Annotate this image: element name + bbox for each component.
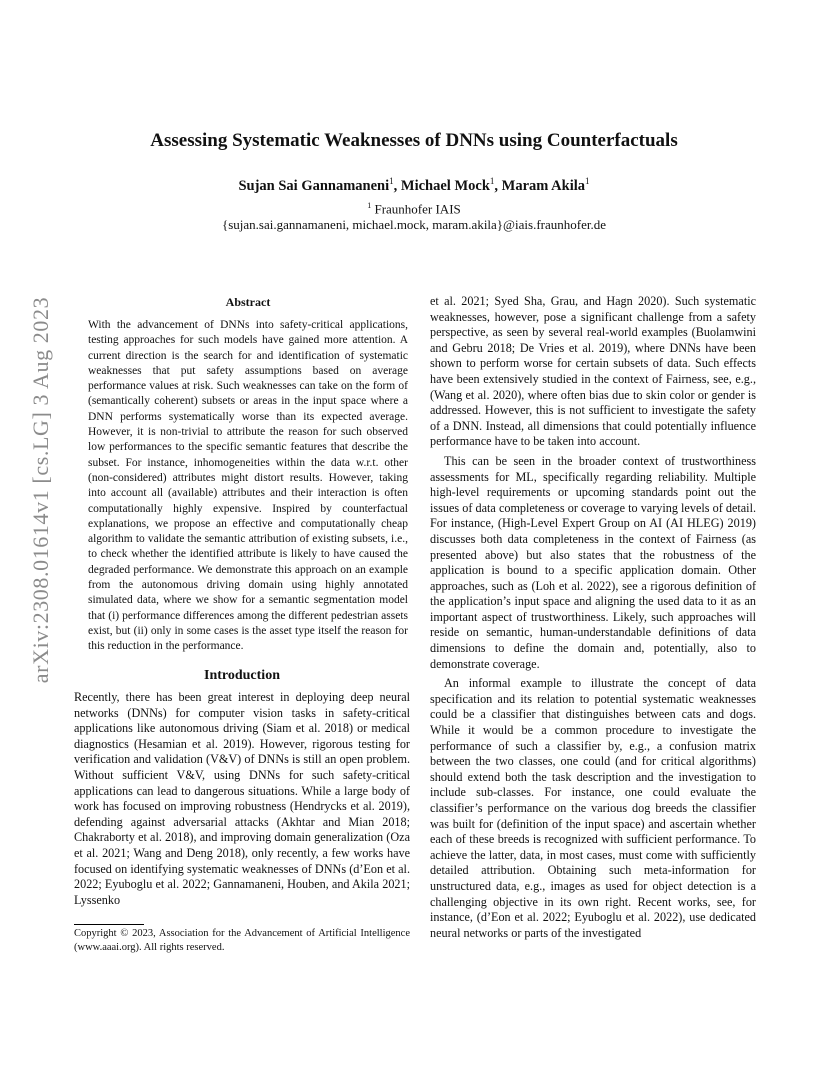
- author-list: Sujan Sai Gannamaneni$^1$, Michael Mock$^1$, Maram Akila$^1$: [238, 176, 590, 194]
- introduction-heading: Introduction: [204, 668, 280, 683]
- abstract-text: With the advancement of DNNs into safety-critical applications, testing approaches for such models have gained more attention. A current direction is the search for and identification of systematic weaknesses that put safety assumptions based on average performance values at risk. Such weaknesses can take on the form of (semantically coherent) subsets or areas in the input space where a DNN performs systematically worse than its expected average. However, it is non-trivial to attribute the reason for such observed low performances to the specific semantic features that describe the subset. For instance, inhomogeneities within the data w.r.t. other (non-considered) attributes might distort results. However, taking into account all (available) attributes and their interaction is often computationally highly expensive. Inspired by counterfactual explanations, we propose an effective and computationally cheap algorithm to validate the semantic attribution of existing subsets, i.e., to check whether the identified attribute is likely to have caused the degraded performance. We demonstrate this approach on an example from the autonomous driving domain using highly annotated simulated data, where we show for a semantic segmentation model that (i) performance differences among the different pedestrian assets exist, but (ii) only in some cases is the asset type itself the reason for this reduction in the performance.: [88, 319, 408, 653]
- author-name: Sujan Sai Gannamaneni: [238, 177, 390, 194]
- paper-title: Assessing Systematic Weaknesses of DNNs using Counterfactuals: [150, 130, 678, 151]
- paragraph: This can be seen in the broader context of trustworthiness assessments for ML, specifically regarding reliability. Multiple high-level requirements or upcoming standards point out the issues of data completeness or coverage to varying levels of detail. For instance, (High-Level Expert Group on AI (AI HLEG) 2019) discusses both data completeness in the context of Fairness (as presented above) but also states that the robustness of the application is bound to a specific application domain. Other approaches, such as (Loh et al. 2022), see a rigorous definition of the application’s input space and aligning the used data to it as an important aspect of trustworthiness. Likely, such approaches will reside on semantic, human-understandable definitions of data dimensions to define the domain and, potentially, also to demonstrate coverage.: [430, 453, 756, 671]
- right-column: [430, 294, 756, 945]
- copyright-footnote: Copyright © 2023, Association for the Advancement of Artificial Intelligence (www.aaai.org). All rights reserved.: [74, 928, 410, 953]
- abstract-heading: Abstract: [225, 295, 271, 309]
- affiliation: [0, 201, 828, 217]
- author-name: Maram Akila: [501, 177, 586, 194]
- arxiv-stamp: [22, 290, 60, 690]
- affiliation-name: Fraunhofer IAIS: [374, 201, 461, 217]
- affiliation-mark: 1: [585, 176, 590, 186]
- paragraph: et al. 2021; Syed Sha, Grau, and Hagn 2020). Such systematic weaknesses, however, pose a significant challenge from a safety perspective, as seen by several real-world examples (Buolamwini and Gebru 2018; De Vries et al. 2019), where DNNs have been shown to perform worse for certain subsets of data. Such effects have been extensively studied in the context of Fairness, see, e.g., (Wang et al. 2020), where often bias due to skin color or gender is addressed. However, this is not sufficient to investigate the safety of a DNN. Instead, all dimensions that could potentially influence performance have to be taken into account.: [430, 294, 756, 449]
- footnote-rule: [74, 924, 144, 925]
- affiliation-mark: 1: [367, 201, 372, 210]
- arxiv-id: arXiv:2308.01614v1 [cs.LG] 3 Aug 2023: [28, 296, 53, 684]
- author-emails: {sujan.sai.gannamaneni, michael.mock, maram.akila}@iais.fraunhofer.de: [222, 217, 606, 232]
- affiliation-mark: 1: [389, 176, 394, 186]
- affiliation-mark: 1: [489, 176, 495, 186]
- introduction-text: Recently, there has been great interest in deploying deep neural networks (DNNs) for computer vision tasks in safety-critical applications like autonomous driving (Siam et al. 2018) or medical diagnostics (Hesamian et al. 2019). However, rigorous testing for verification and validation (V&V) of DNNs is still an open problem. Without sufficient V&V, using DNNs for such safety-critical applications can lead to dangerous situations. While a large body of work has focused on improving robustness (Hendrycks et al. 2019), defending against adversarial attacks (Akhtar and Mian 2018; Chakraborty et al. 2018), and improving domain generalization (Oza et al. 2021; Wang and Deng 2018), only recently, a few works have focused on identifying systematic weaknesses of DNNs (d’Eon et al. 2022; Eyuboglu et al. 2022; Gannamaneni, Houben, and Akila 2021; Lyssenko: [74, 690, 410, 907]
- paragraph: An informal example to illustrate the concept of data specification and its relation to potential systematic weaknesses could be a classifier that distinguishes between cats and dogs. While it would be a common procedure to investigate the performance of such a classifier by, e.g., a confusion matrix between the two classes, one could (and for critical algorithms) should extend both the task description and the investigation to include sub-classes. For instance, one could evaluate the classifier’s performance on the various dog breeds the classifier was built for (definition of the input space) and ascertain whether each of these breeds is recognized with sufficient performance. To achieve the latter, data, in most cases, must come with sufficiently detailed attribution. Obtaining such meta-information for unstructured data, e.g., images as used for object detection is a challenging objective in its own right. Recent works, see, for instance, (d’Eon et al. 2022; Eyuboglu et al. 2022), use dedicated neural networks or parts of the investigated: [430, 676, 756, 940]
- author-name: Michael Mock: [400, 177, 490, 194]
